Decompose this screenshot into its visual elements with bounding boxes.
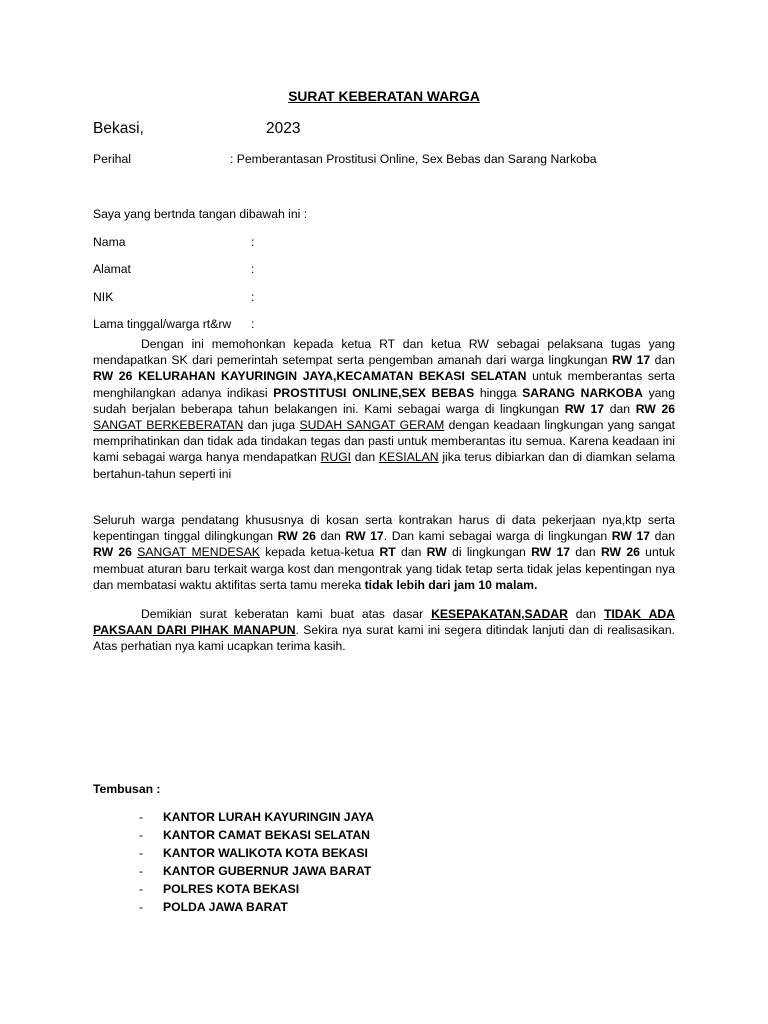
p2-bold-text: RT — [379, 545, 396, 560]
p2-text: untuk membuat aturan baru terkait warga kost dan mengontrak yang tidak tetap serta tidak jelas kepentingan nya dan membatasi waktu aktifitas serta tamu mereka — [93, 545, 675, 592]
p1-text: dan — [351, 450, 379, 465]
cc-item — [139, 808, 374, 826]
intro-text: Saya yang bertnda tangan dibawah ini : — [93, 207, 308, 221]
cc-item — [139, 880, 374, 898]
cc-list — [139, 808, 374, 917]
cc-text: KANTOR WALIKOTA KOTA BEKASI — [163, 846, 368, 861]
p3-bold-underlined-text: TIDAK ADA PAKSAAN DARI PIHAK MANAPUN — [93, 607, 676, 638]
cc-text: POLDA JAWA BARAT — [163, 900, 288, 915]
cc-dash: - — [139, 882, 144, 897]
p1-underlined-text: RUGI — [320, 450, 352, 465]
p2-bold-text: RW 17 — [611, 529, 651, 544]
p1-text: hingga — [474, 385, 523, 400]
field-label-alamat: Alamat — [93, 262, 131, 276]
cc-dash: - — [139, 846, 144, 861]
field-label-nik: NIK — [93, 290, 114, 304]
body-paragraph-1 — [93, 336, 675, 482]
p1-underlined-text: SUDAH SANGAT GERAM — [299, 418, 445, 433]
p2-bold-text: RW 26 — [93, 545, 132, 560]
cc-dash: - — [139, 828, 144, 843]
p2-bold-text: RW — [426, 545, 447, 560]
subject-value: : Pemberantasan Prostitusi Online, Sex Bebas dan Sarang Narkoba — [230, 152, 597, 166]
p3-text: dan — [567, 607, 604, 621]
cc-item — [139, 826, 374, 844]
p1-bold-text: RW 26 KELURAHAN KAYURINGIN JAYA,KECAMATAN BEKASI SELATAN — [93, 369, 527, 384]
p1-bold-text: RW 17 — [612, 353, 651, 368]
letter-title: SURAT KEBERATAN WARGA — [288, 89, 480, 104]
p2-bold-text: tidak lebih dari jam 10 malam. — [364, 577, 538, 592]
body-paragraph-2 — [93, 512, 675, 593]
cc-text: KANTOR LURAH KAYURINGIN JAYA — [163, 810, 375, 824]
p2-bold-text: RW 26 — [600, 545, 640, 560]
letter-year: 2023 — [266, 120, 301, 137]
body-paragraph-3 — [93, 606, 675, 655]
p2-text: . Dan kami sebagai warga di lingkungan — [383, 529, 612, 544]
cc-item — [139, 898, 374, 916]
p1-underlined-text: KESIALAN — [378, 450, 439, 465]
letter-city: Bekasi, — [93, 120, 144, 137]
p1-text: dengan keadaan lingkungan yang sangat memprihatinkan dan tidak ada tindakan tegas dan pasti untuk memberantas itu semua. Karena keadaan ini kami sebagai warga hanya mendapatkan — [93, 418, 675, 465]
p1-bold-text: RW 17 — [564, 401, 605, 416]
cc-heading: Tembusan : — [93, 782, 161, 796]
cc-dash: - — [139, 864, 144, 879]
p2-text: dan — [650, 529, 676, 544]
cc-text: POLRES KOTA BEKASI — [163, 882, 300, 897]
cc-dash: - — [139, 810, 144, 824]
field-colon-lama-tinggal: : — [251, 317, 255, 331]
p2-text: dan — [395, 545, 427, 560]
p2-text: di lingkungan — [446, 545, 532, 560]
field-colon-alamat: : — [251, 262, 255, 276]
p3-text: . Sekira nya surat kami ini segera ditindak lanjuti dan di realisasikan. Atas perhatian nya kami ucapkan terima kasih. — [93, 623, 675, 654]
p2-text: dan — [315, 529, 346, 544]
p3-bold-underlined-text: KESEPAKATAN,SADAR — [431, 607, 568, 621]
cc-item — [139, 862, 374, 880]
cc-dash: - — [139, 900, 144, 915]
cc-text: KANTOR GUBERNUR JAWA BARAT — [163, 864, 372, 879]
cc-text: KANTOR CAMAT BEKASI SELATAN — [163, 828, 370, 843]
p1-bold-text: PROSTITUSI ONLINE,SEX BEBAS — [273, 385, 475, 400]
subject-label: Perihal — [93, 152, 131, 166]
p1-text: untuk memberantas serta menghilangkan adanya indikasi — [93, 369, 675, 400]
p2-bold-text: RW 17 — [345, 529, 384, 544]
p1-text: dan — [604, 401, 636, 416]
p2-text: Seluruh warga pendatang khususnya di kosan serta kontrakan harus di data pekerjaan nya,ktp serta kepentingan tinggal dilingkungan — [93, 513, 675, 544]
field-label-nama: Nama — [93, 235, 126, 249]
field-label-lama-tinggal: Lama tinggal/warga rt&rw — [93, 317, 232, 331]
p2-text: dan — [570, 545, 601, 560]
p1-text: yang sudah berjalan beberapa tahun belakangen ini. Kami sebagai warga di lingkungan — [93, 385, 675, 416]
cc-item — [139, 844, 374, 862]
p3-text: Demikian surat keberatan kami buat atas dasar — [141, 607, 432, 621]
p1-text: dan juga — [243, 418, 300, 433]
p1-bold-text: RW 26 — [635, 401, 676, 416]
field-colon-nik: : — [251, 290, 255, 304]
p1-text: jika terus dibiarkan dan di diamkan selama bertahun-tahun seperti ini — [93, 450, 675, 481]
p2-bold-text: RW 17 — [531, 545, 571, 560]
p1-text: Dengan ini memohonkan kepada ketua RT dan ketua RW sebagai pelaksana tugas yang mendapatkan SK dari pemerintah setempat serta pengemban amanah dari warga lingkungan — [93, 337, 675, 368]
p1-underlined-text: SANGAT BERKEBERATAN — [93, 418, 244, 433]
p2-underlined-text: SANGAT MENDESAK — [137, 545, 260, 560]
p1-bold-text: SARANG NARKOBA — [522, 385, 643, 400]
p2-bold-text: RW 26 — [277, 529, 316, 544]
p1-text: dan — [650, 353, 675, 368]
p2-text: kepada ketua-ketua — [259, 545, 380, 560]
field-colon-nama: : — [251, 235, 255, 249]
